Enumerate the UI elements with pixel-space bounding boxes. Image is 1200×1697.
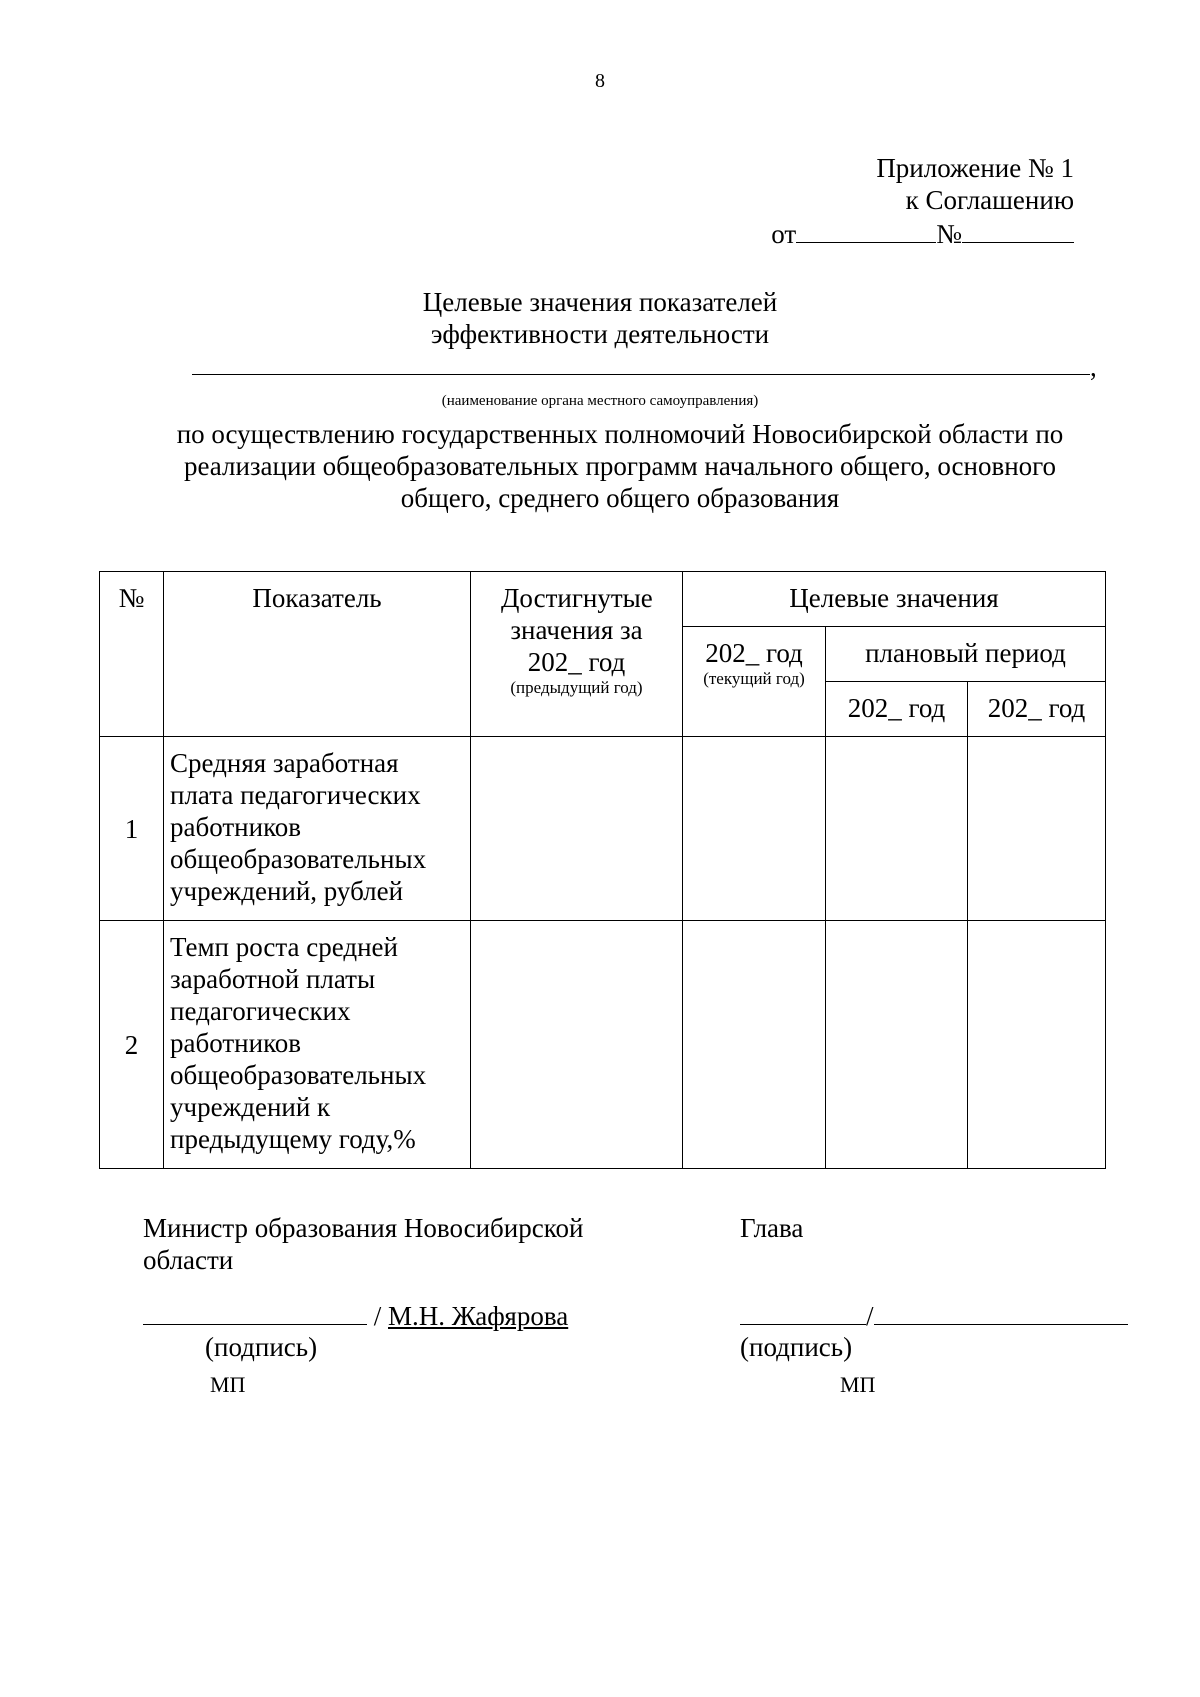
minister-position: Министр образования Новосибирской области — [143, 1213, 584, 1275]
from-label: от — [771, 219, 797, 249]
header-achieved-note: (предыдущий год) — [510, 678, 643, 697]
appendix-header — [771, 152, 1074, 250]
minister-signature-line — [143, 1298, 568, 1332]
header-current-year-note: (текущий год) — [703, 669, 805, 688]
document-title — [0, 286, 1200, 350]
appendix-line-1: Приложение № 1 — [876, 153, 1074, 183]
number-label: № — [936, 219, 962, 249]
head-position: Глава — [740, 1213, 804, 1243]
head-separator: / — [866, 1301, 874, 1331]
header-plan-period: плановый период — [826, 627, 1106, 682]
header-achieved — [471, 572, 683, 737]
minister-signature-caption: (подпись) — [205, 1332, 318, 1362]
row-num: 2 — [100, 921, 164, 1169]
header-plan-year-1: 202_ год — [826, 682, 968, 737]
header-current-year-label: 202_ год — [705, 638, 803, 668]
page-number: 8 — [595, 70, 605, 92]
title-line-1: Целевые значения показателей — [422, 287, 778, 317]
head-name-blank — [874, 1298, 1128, 1325]
row-indicator: Темп роста средней заработной платы педагогических работников общеобразовательных учреждений к предыдущему году,% — [164, 921, 471, 1169]
appendix-line-2: к Соглашению — [905, 185, 1074, 215]
head-stamp-place: МП — [840, 1372, 876, 1397]
row-current-value — [683, 737, 826, 921]
head-signature-blank — [740, 1298, 866, 1325]
row-plan-1-value — [826, 921, 968, 1169]
header-current-year — [683, 627, 826, 737]
minister-stamp-place: МП — [210, 1372, 246, 1397]
indicators-table — [99, 571, 1106, 1169]
head-signature-line — [740, 1298, 1128, 1332]
row-plan-2-value — [968, 921, 1106, 1169]
subtitle-line-1: по осуществлению государственных полномочий Новосибирской области по — [176, 419, 1064, 449]
org-name-blank — [192, 374, 1090, 375]
row-indicator: Средняя заработная плата педагогических работников общеобразовательных учреждений, рублей — [164, 737, 471, 921]
org-blank-comma: , — [1090, 352, 1097, 382]
table-row — [100, 737, 1106, 921]
org-name-caption: (наименование органа местного самоуправления) — [441, 393, 759, 409]
row-achieved-value — [471, 737, 683, 921]
row-plan-1-value — [826, 737, 968, 921]
head-signature-caption: (подпись) — [740, 1332, 853, 1362]
minister-signature-blank — [143, 1298, 367, 1325]
number-blank — [962, 216, 1074, 243]
header-targets: Целевые значения — [683, 572, 1106, 627]
row-num: 1 — [100, 737, 164, 921]
row-achieved-value — [471, 921, 683, 1169]
subtitle-line-2: реализации общеобразовательных программ начального общего, основного — [183, 451, 1057, 481]
document-subtitle — [140, 418, 1100, 514]
subtitle-line-3: общего, среднего общего образования — [400, 483, 840, 513]
row-plan-2-value — [968, 737, 1106, 921]
minister-separator: / — [367, 1301, 389, 1331]
row-current-value — [683, 921, 826, 1169]
appendix-date-number-line — [771, 216, 1074, 250]
header-num: № — [100, 572, 164, 737]
header-plan-year-2: 202_ год — [968, 682, 1106, 737]
header-achieved-label: Достигнутые значения за 202_ год — [501, 583, 653, 677]
minister-name: М.Н. Жафярова — [388, 1301, 569, 1331]
header-indicator: Показатель — [164, 572, 471, 737]
title-line-2: эффективности деятельности — [430, 319, 770, 349]
date-blank — [796, 216, 936, 243]
table-row — [100, 921, 1106, 1169]
